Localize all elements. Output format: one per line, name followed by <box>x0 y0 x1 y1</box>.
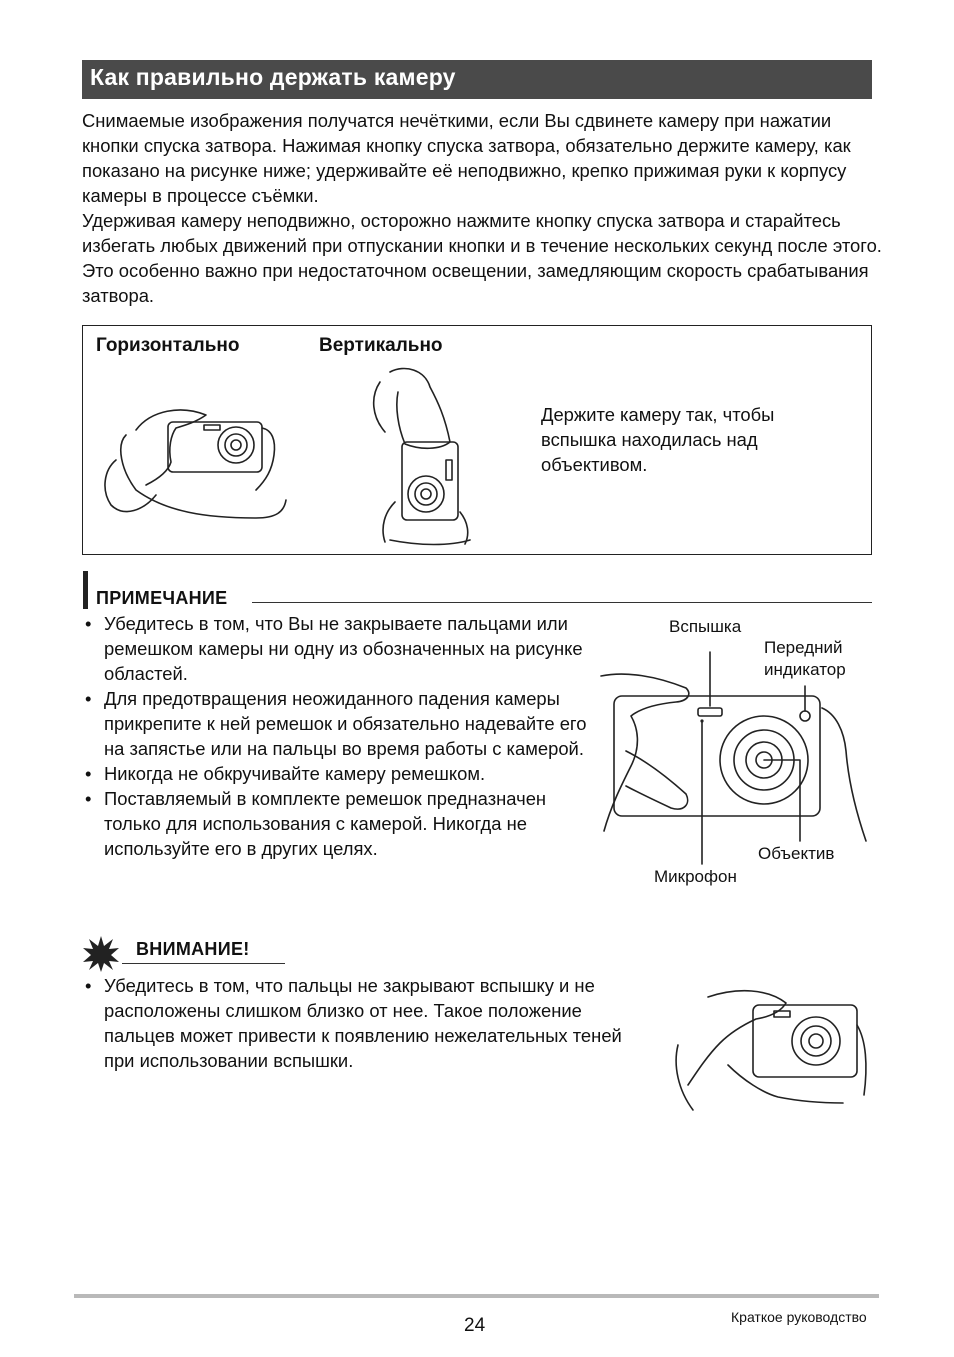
note-marker <box>83 571 88 609</box>
upper-hand <box>390 368 450 448</box>
lens-label: Объектив <box>758 844 835 863</box>
note-item: • Для предотвращения неожиданного падения камеры прикрепите к ней ремешок и обязательно надевайте его на запястье или на пальцы во время работы с камерой. <box>82 686 592 761</box>
lens-inner <box>809 1034 823 1048</box>
intro-text <box>82 108 882 308</box>
intro-paragraph-1: Снимаемые изображения получатся нечёткими, если Вы сдвинете камеру при нажатии кнопки спуска затвора. Нажимая кнопку спуска затвора, обязательно держите камеру, как показано на рисунке ниже; удерживайте её неподвижно, крепко прижимая руки к корпусу камеры в процессе съёмки. <box>82 110 851 206</box>
note-divider <box>252 602 872 603</box>
note-item: • Убедитесь в том, что Вы не закрываете пальцами или ремешком камеры ни одну из обозначенных на рисунке областей. <box>82 611 592 686</box>
camera-parts-illustration <box>596 636 871 866</box>
burst-shape <box>83 936 119 972</box>
microphone-label: Микрофон <box>654 867 737 886</box>
note-list <box>82 611 592 861</box>
front-indicator-label-2: индикатор <box>764 660 846 679</box>
page-number: 24 <box>464 1315 486 1336</box>
flash-warning-illustration <box>668 985 873 1117</box>
warning-item: • Убедитесь в том, что пальцы не закрывают вспышку и не расположены слишком близко от нее. Такое положение пальцев может привести к появлению нежелательных теней при использовании вспышки. <box>82 973 652 1073</box>
lens-inner <box>421 489 431 499</box>
vertical-grip-illustration <box>350 362 480 547</box>
left-arm <box>676 1045 693 1110</box>
section-title: Как правильно держать камеру <box>90 64 456 90</box>
lens-inner <box>231 440 241 450</box>
horizontal-label: Горизонтально <box>96 335 240 356</box>
note-item: • Поставляемый в комплекте ремешок предназначен только для использования с камерой. Никогда не используйте его в других целях. <box>82 786 592 861</box>
flash-window <box>446 460 452 480</box>
note-item: • Никогда не обкручивайте камеру ремешком. <box>82 761 592 786</box>
vertical-label: Вертикально <box>319 335 443 356</box>
warning-list <box>82 973 652 1073</box>
strap <box>374 382 385 432</box>
strap <box>105 460 156 512</box>
guide-name: Краткое руководство <box>731 1309 867 1325</box>
warning-divider <box>122 963 285 964</box>
grip-tip: Держите камеру так, чтобы вспышка находилась над объективом. <box>541 404 775 475</box>
footer-divider <box>74 1294 879 1298</box>
front-indicator <box>800 711 810 721</box>
horizontal-grip-illustration <box>96 400 296 535</box>
right-hand <box>822 708 866 841</box>
right-hand <box>857 1025 866 1095</box>
front-indicator-label-1: Передний <box>764 638 843 657</box>
intro-paragraph-2: Удерживая камеру неподвижно, осторожно нажмите кнопку спуска затвора и старайтесь избегать любых движений при отпускании кнопки и в течение нескольких секунд после этого. Это особенно важно при недостаточном освещении, замедляющим скорость срабатывания затвора. <box>82 210 882 306</box>
note-title: ПРИМЕЧАНИЕ <box>96 588 228 608</box>
flash-window <box>204 425 220 430</box>
flash-label: Вспышка <box>669 617 742 636</box>
warning-title: ВНИМАНИЕ! <box>136 939 250 959</box>
flash-window <box>698 708 722 716</box>
warning-burst-icon <box>82 935 120 973</box>
